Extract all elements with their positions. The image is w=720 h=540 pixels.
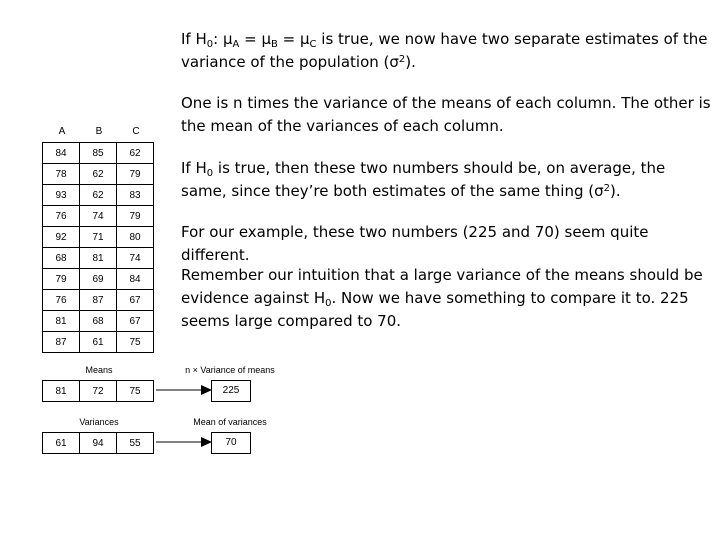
- table-row: [43, 143, 154, 164]
- mean-a-cell: 81: [43, 381, 80, 402]
- table-row: [43, 269, 154, 290]
- table-cell: 81: [80, 248, 117, 269]
- table-cell: 62: [80, 164, 117, 185]
- table-cell: 81: [43, 311, 80, 332]
- table-cell: 68: [43, 248, 80, 269]
- table-row: [43, 185, 154, 206]
- table-row: [43, 227, 154, 248]
- mean-c-cell: 75: [117, 381, 154, 402]
- table-cell: 75: [117, 332, 154, 353]
- mean-b-cell: 72: [80, 381, 117, 402]
- variance-c-cell: 55: [117, 433, 154, 454]
- table-cell: 61: [80, 332, 117, 353]
- paragraph-same-on-average: If $H_0$ is true, then these two numbers should be, on average, the same, since they’re both estimates of the same thing $(\sigma^2)$.: [181, 159, 666, 200]
- table-cell: 79: [43, 269, 80, 290]
- variance-b-cell: 94: [80, 433, 117, 454]
- table-row: [43, 381, 154, 402]
- table-cell: 67: [117, 290, 154, 311]
- means-label: Means: [85, 365, 113, 375]
- column-header-c: C: [132, 126, 140, 137]
- table-row: [43, 290, 154, 311]
- variance-of-means-box: 225: [211, 380, 251, 402]
- column-header-a: A: [58, 126, 66, 137]
- variances-label: Variances: [79, 417, 119, 427]
- variance-of-means-label: n × Variance of means: [185, 365, 275, 375]
- table-cell: 93: [43, 185, 80, 206]
- table-row: [43, 206, 154, 227]
- table-cell: 92: [43, 227, 80, 248]
- table-cell: 69: [80, 269, 117, 290]
- means-row: [42, 380, 154, 402]
- table-row: [43, 311, 154, 332]
- table-cell: 67: [117, 311, 154, 332]
- table-cell: 80: [117, 227, 154, 248]
- variance-a-cell: 61: [43, 433, 80, 454]
- table-row: [43, 164, 154, 185]
- paragraph-estimates: If $H_0$: $\mu_A = \mu_B = \mu_C$ is true, we now have two separate estimates of the variance of the population $(\sigma^2)$.: [181, 30, 708, 71]
- paragraph-two-estimates: One is n times the variance of the means of each column. The other is the mean of the variances of each column.: [181, 94, 711, 135]
- table-cell: 87: [43, 332, 80, 353]
- table-cell: 71: [80, 227, 117, 248]
- paragraph-intuition: Remember our intuition that a large variance of the means should be evidence against $H_0$. Now we have something to compare it to. 225 seems large compared to 70.: [181, 266, 703, 330]
- mean-of-variances-box: 70: [211, 432, 251, 454]
- table-row: [43, 248, 154, 269]
- table-row: [43, 433, 154, 454]
- table-cell: 62: [117, 143, 154, 164]
- variances-row: [42, 432, 154, 454]
- table-cell: 74: [80, 206, 117, 227]
- arrow-icon: [156, 384, 212, 396]
- table-cell: 83: [117, 185, 154, 206]
- mean-of-variances-label: Mean of variances: [193, 417, 267, 427]
- table-cell: 76: [43, 206, 80, 227]
- table-cell: 79: [117, 164, 154, 185]
- arrow-icon: [156, 436, 212, 448]
- table-cell: 84: [117, 269, 154, 290]
- column-header-b: B: [95, 126, 103, 137]
- data-table: [42, 142, 154, 353]
- table-cell: 76: [43, 290, 80, 311]
- paragraph-example-different: For our example, these two numbers (225 and 70) seem quite different.: [181, 223, 649, 264]
- table-row: [43, 332, 154, 353]
- table-cell: 87: [80, 290, 117, 311]
- table-cell: 74: [117, 248, 154, 269]
- table-cell: 78: [43, 164, 80, 185]
- table-cell: 84: [43, 143, 80, 164]
- table-cell: 62: [80, 185, 117, 206]
- table-cell: 68: [80, 311, 117, 332]
- table-cell: 85: [80, 143, 117, 164]
- table-cell: 79: [117, 206, 154, 227]
